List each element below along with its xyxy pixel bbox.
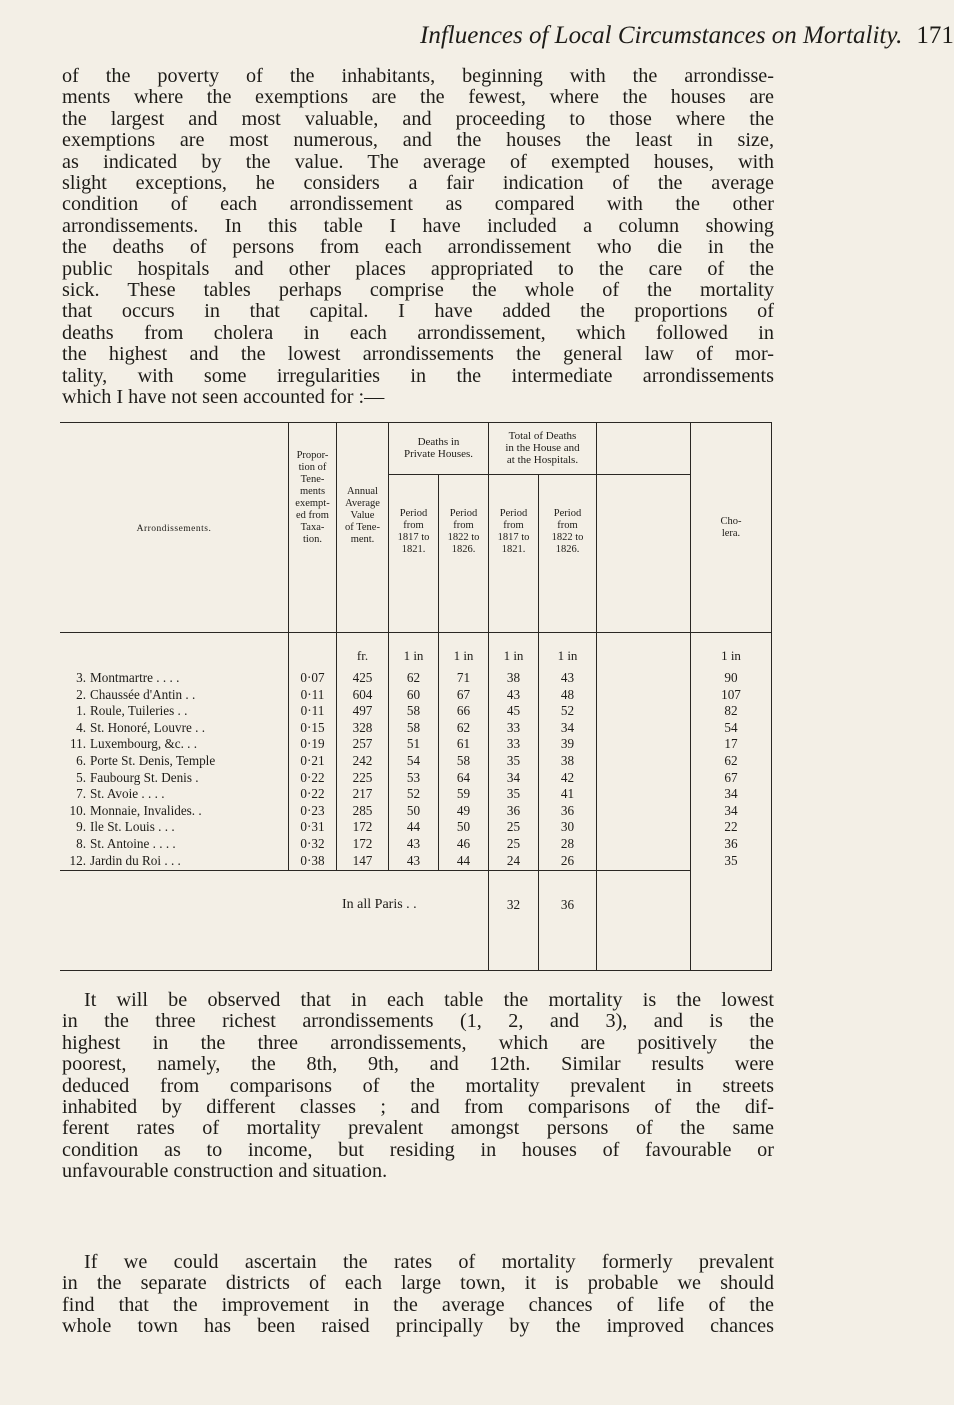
header-line: lera. (721, 528, 741, 539)
header-line: of Tene- (345, 522, 380, 533)
cell-private-1822: 46 (456, 836, 471, 851)
cell-total-1822: 39 (560, 736, 575, 752)
cell-annual-value: 217 (352, 786, 373, 802)
cell-proportion: 0·31 (300, 819, 325, 835)
text-line: highest in the three arrondissements, which are positively the (62, 1031, 774, 1054)
cell-cholera: 35 (724, 852, 738, 868)
cell-arrondissement (64, 853, 286, 869)
cell-total-1817: 25 (506, 819, 521, 835)
cell-cholera: 107 (721, 686, 741, 702)
header-line: Total of Deaths (508, 430, 577, 442)
page-number: 171 (916, 22, 954, 49)
text-line: public hospitals and other places appropriated to the care of the (62, 257, 774, 280)
header-line: 1822 to (551, 532, 584, 543)
running-head (420, 22, 954, 50)
paragraph-conclusion (62, 1252, 774, 1338)
header-line: Taxa- (300, 522, 325, 533)
header-line: 1821. (401, 544, 426, 555)
cell-private-1822: 66 (456, 703, 471, 719)
cell-cholera: 82 (724, 703, 738, 719)
header-annual-value (337, 486, 388, 546)
header-line: ment. (350, 534, 375, 545)
cell-arrondissement (64, 770, 286, 786)
table-row (60, 703, 772, 721)
cell-arrondissement-number: 4. (76, 719, 86, 735)
cell-arrondissement (64, 720, 286, 736)
cell-annual-value: 147 (352, 852, 373, 868)
cell-cholera: 67 (724, 769, 738, 785)
table-row (60, 687, 772, 705)
header-line: Annual (347, 486, 378, 497)
text-line: deduced from comparisons of the mortality prevalent in streets (62, 1074, 774, 1097)
text-line: in the three richest arrondissements (1, 2, and 3), and is the (62, 1010, 774, 1033)
paragraph-intro (62, 66, 774, 409)
summary-total-1817: 32 (506, 897, 521, 912)
cell-cholera: 54 (724, 719, 738, 735)
cell-total-1822: 30 (560, 819, 575, 835)
cell-arrondissement-number: 12. (69, 852, 86, 868)
cell-arrondissement-name: Luxembourg, &c. . . (90, 736, 198, 752)
cell-arrondissement-name: Porte St. Denis, Temple (90, 753, 216, 768)
header-line: exempt- (295, 498, 330, 509)
cell-cholera: 34 (724, 802, 738, 818)
table-row (60, 670, 772, 688)
header-line: Period (499, 508, 528, 519)
table-rule-top (60, 422, 772, 423)
summary-label: In all Paris . . (342, 897, 417, 912)
table-rule-deaths-sub (388, 474, 690, 475)
cell-arrondissement-name: St. Avoie . . . . (90, 786, 165, 802)
cell-total-1822: 41 (560, 786, 575, 802)
cell-annual-value: 242 (352, 753, 373, 768)
header-line: Period (553, 508, 582, 519)
header-line: Private Houses. (403, 448, 474, 460)
header-line: Average (345, 498, 380, 509)
cell-annual-value: 172 (352, 819, 373, 835)
cell-arrondissement-name: Monnaie, Invalides. . (90, 802, 202, 818)
header-line: Value (350, 510, 375, 521)
table-row (60, 736, 772, 754)
text-line: condition as to income, but residing in houses of favourable or (62, 1138, 774, 1161)
header-line: ed from (296, 510, 329, 521)
table-rule-bottom (60, 970, 772, 971)
cell-private-1822: 50 (456, 819, 471, 835)
text-line: deaths from cholera in each arrondissement, which followed in (62, 321, 774, 344)
cell-private-1822: 67 (456, 686, 471, 702)
table-row (60, 753, 772, 771)
header-line: 1826. (555, 544, 580, 555)
mortality-table (60, 422, 772, 972)
unit-ratio: 1 in (557, 648, 578, 663)
text-line: whole town has been raised principally by the improved chances (62, 1315, 774, 1338)
cell-arrondissement (64, 703, 286, 719)
table-row (60, 836, 772, 854)
text-line: the deaths of persons from each arrondissement who die in the (62, 236, 774, 259)
header-line: Tene- (300, 474, 325, 485)
table-rule-header-bottom (60, 632, 772, 633)
cell-cholera: 62 (724, 753, 738, 768)
cell-annual-value: 285 (352, 802, 373, 818)
cell-proportion: 0·23 (300, 802, 325, 818)
summary-total-1822: 36 (560, 897, 575, 912)
header-line: tion of (298, 462, 327, 473)
cell-annual-value: 257 (352, 736, 373, 752)
cell-total-1822: 36 (560, 802, 575, 818)
header-line: Deaths in (417, 436, 460, 448)
table-row (60, 786, 772, 804)
cell-proportion: 0·21 (300, 753, 325, 768)
text-line: find that the improvement in the average chances of life of the (62, 1293, 774, 1316)
cell-total-1817: 34 (506, 769, 521, 785)
text-line: If we could ascertain the rates of mortality formerly prevalent (84, 1251, 774, 1273)
cell-arrondissement-number: 2. (76, 686, 86, 702)
cell-private-1822: 49 (456, 802, 471, 818)
header-line: 1822 to (447, 532, 480, 543)
unit-ratio: 1 in (503, 648, 524, 663)
cell-private-1817: 43 (406, 852, 421, 868)
cell-arrondissement (64, 836, 286, 852)
text-line: which I have not seen accounted for :— (62, 386, 385, 409)
cell-annual-value: 172 (352, 836, 373, 851)
cell-total-1822: 26 (560, 852, 575, 868)
cell-private-1817: 44 (406, 819, 421, 835)
cell-private-1817: 43 (406, 836, 421, 851)
text-line: as indicated by the value. The average of exempted houses, with (62, 150, 774, 173)
cell-proportion: 0·32 (300, 836, 325, 851)
cell-private-1817: 62 (406, 670, 421, 685)
cell-private-1817: 58 (406, 703, 421, 719)
cell-cholera: 17 (724, 736, 738, 752)
table-row (60, 803, 772, 821)
cell-total-1817: 25 (506, 836, 521, 851)
cell-total-1822: 48 (560, 686, 575, 702)
cell-annual-value: 425 (352, 670, 373, 685)
cell-arrondissement (64, 687, 286, 703)
unit-ratio: 1 in (721, 648, 741, 663)
cell-arrondissement-number: 3. (76, 670, 86, 685)
header-line: ments (299, 486, 326, 497)
cell-total-1817: 45 (506, 703, 521, 719)
cell-private-1822: 44 (456, 852, 471, 868)
cell-total-1817: 43 (506, 686, 521, 702)
cell-arrondissement-name: Faubourg St. Denis . (90, 769, 199, 785)
cell-arrondissement-number: 8. (76, 836, 86, 851)
header-proportion (289, 450, 336, 546)
text-line: ferent rates of mortality prevalent amongst persons of the same (62, 1117, 774, 1140)
cell-total-1822: 28 (560, 836, 575, 851)
table-row (60, 853, 772, 871)
cell-total-1817: 38 (506, 670, 521, 685)
cell-private-1822: 59 (456, 786, 471, 802)
text-line: the highest and the lowest arrondissements the general law of mor- (62, 343, 774, 366)
header-total-1817 (489, 508, 538, 556)
cell-total-1822: 43 (560, 670, 575, 685)
header-deaths-private (389, 436, 488, 460)
cell-arrondissement-name: Jardin du Roi . . . (90, 852, 181, 868)
cell-total-1817: 35 (506, 753, 521, 768)
text-line: inhabited by different classes ; and from comparisons of the dif- (62, 1096, 774, 1119)
cell-private-1822: 71 (456, 670, 471, 685)
cell-cholera: 22 (724, 819, 738, 835)
header-line: 1817 to (497, 532, 530, 543)
header-line: Period (449, 508, 478, 519)
cell-total-1817: 36 (506, 802, 521, 818)
header-line: 1821. (501, 544, 526, 555)
cell-private-1817: 52 (406, 786, 421, 802)
text-line: of the poverty of the inhabitants, beginning with the arrondisse- (62, 65, 774, 87)
header-line: from (403, 520, 424, 531)
text-line: in the separate districts of each large town, it is probable we should (62, 1272, 774, 1295)
cell-private-1817: 58 (406, 719, 421, 735)
unit-ratio: 1 in (453, 648, 474, 663)
cell-total-1822: 42 (560, 769, 575, 785)
cell-proportion: 0·38 (300, 852, 325, 868)
cell-arrondissement-number: 10. (69, 802, 86, 818)
cell-total-1817: 35 (506, 786, 521, 802)
cell-cholera: 90 (724, 670, 738, 685)
table-row (60, 770, 772, 788)
cell-proportion: 0·22 (300, 786, 325, 802)
cell-total-1822: 52 (560, 703, 575, 719)
header-total-1822 (539, 508, 596, 556)
header-line: Period (399, 508, 428, 519)
cell-arrondissement-name: St. Honoré, Louvre . . (90, 719, 206, 735)
cell-arrondissement-name: Ile St. Louis . . . (90, 819, 175, 835)
cell-arrondissement (64, 670, 286, 686)
cell-arrondissement-number: 6. (76, 753, 86, 768)
cell-private-1817: 53 (406, 769, 421, 785)
cell-annual-value: 604 (352, 686, 373, 702)
cell-cholera: 34 (724, 786, 738, 802)
cell-total-1817: 33 (506, 736, 521, 752)
cell-total-1817: 24 (506, 852, 521, 868)
cell-arrondissement-name: Roule, Tuileries . . (90, 703, 188, 719)
header-line: 1817 to (397, 532, 430, 543)
text-line: unfavourable construction and situation. (62, 1160, 388, 1183)
text-line: poorest, namely, the 8th, 9th, and 12th. Similar results were (62, 1053, 774, 1076)
cell-proportion: 0·07 (300, 670, 325, 685)
cell-proportion: 0·11 (300, 703, 325, 719)
cell-total-1822: 34 (560, 719, 575, 735)
units-row (60, 648, 772, 666)
text-line: that occurs in that capital. I have added the proportions of (62, 300, 774, 323)
header-private-1822 (439, 508, 488, 556)
unit-ratio: 1 in (403, 648, 424, 663)
cell-private-1817: 60 (406, 686, 421, 702)
text-line: tality, with some irregularities in the intermediate arrondissements (62, 364, 774, 387)
text-line: condition of each arrondissement as compared with the other (62, 193, 774, 216)
cell-arrondissement (64, 736, 286, 752)
cell-private-1817: 54 (406, 753, 421, 768)
summary-row (60, 897, 772, 915)
header-line: from (557, 520, 578, 531)
cell-proportion: 0·22 (300, 769, 325, 785)
text-line: sick. These tables perhaps comprise the whole of the mortality (62, 279, 774, 302)
cell-total-1822: 38 (560, 753, 575, 768)
cell-private-1817: 51 (406, 736, 421, 752)
cell-arrondissement-number: 7. (76, 786, 86, 802)
cell-private-1817: 50 (406, 802, 421, 818)
cell-proportion: 0·15 (300, 719, 325, 735)
header-arrondissements: Arrondissements. (136, 524, 212, 534)
cell-annual-value: 497 (352, 703, 373, 719)
header-line: Propor- (296, 450, 329, 461)
cell-arrondissement (64, 803, 286, 819)
header-line: from (453, 520, 474, 531)
text-line: exemptions are most numerous, and the houses the least in size, (62, 129, 774, 152)
text-line: It will be observed that in each table the mortality is the lowest (84, 989, 774, 1011)
cell-annual-value: 328 (352, 719, 373, 735)
header-total-deaths (489, 430, 596, 466)
cell-arrondissement-name: Montmartre . . . . (90, 670, 180, 685)
cell-proportion: 0·11 (300, 686, 325, 702)
text-line: slight exceptions, he considers a fair indication of the average (62, 172, 774, 195)
cell-arrondissement-number: 5. (76, 769, 86, 785)
header-line: Cho- (720, 516, 742, 527)
header-cholera (691, 516, 771, 540)
cell-annual-value: 225 (352, 769, 373, 785)
text-line: the largest and most valuable, and proceeding to those where the (62, 107, 774, 130)
cell-arrondissement (64, 786, 286, 802)
header-line: tion. (303, 534, 322, 545)
cell-arrondissement-number: 11. (70, 736, 86, 752)
cell-arrondissement-name: St. Antoine . . . . (90, 836, 176, 851)
unit-annual: fr. (356, 648, 369, 663)
cell-private-1822: 58 (456, 753, 471, 768)
cell-cholera: 36 (724, 836, 738, 851)
header-line: from (503, 520, 524, 531)
cell-arrondissement-number: 1. (76, 703, 86, 719)
cell-arrondissement-number: 9. (76, 819, 86, 835)
paragraph-observation (62, 990, 774, 1183)
header-line: 1826. (451, 544, 476, 555)
table-row (60, 720, 772, 738)
cell-proportion: 0·19 (300, 736, 325, 752)
header-line: in the House and (505, 442, 580, 454)
cell-private-1822: 64 (456, 769, 471, 785)
cell-private-1822: 62 (456, 719, 471, 735)
text-line: ments where the exemptions are the fewest, where the houses are (62, 86, 774, 109)
cell-arrondissement-name: Chaussée d'Antin . . (90, 686, 196, 702)
cell-total-1817: 33 (506, 719, 521, 735)
header-line: at the Hospitals. (506, 454, 579, 466)
text-line: arrondissements. In this table I have included a column showing (62, 214, 774, 237)
running-head-title: Influences of Local Circumstances on Mortality. (420, 22, 903, 49)
cell-private-1822: 61 (456, 736, 471, 752)
cell-arrondissement (64, 819, 286, 835)
table-row (60, 819, 772, 837)
header-private-1817 (389, 508, 438, 556)
cell-arrondissement (64, 753, 286, 769)
